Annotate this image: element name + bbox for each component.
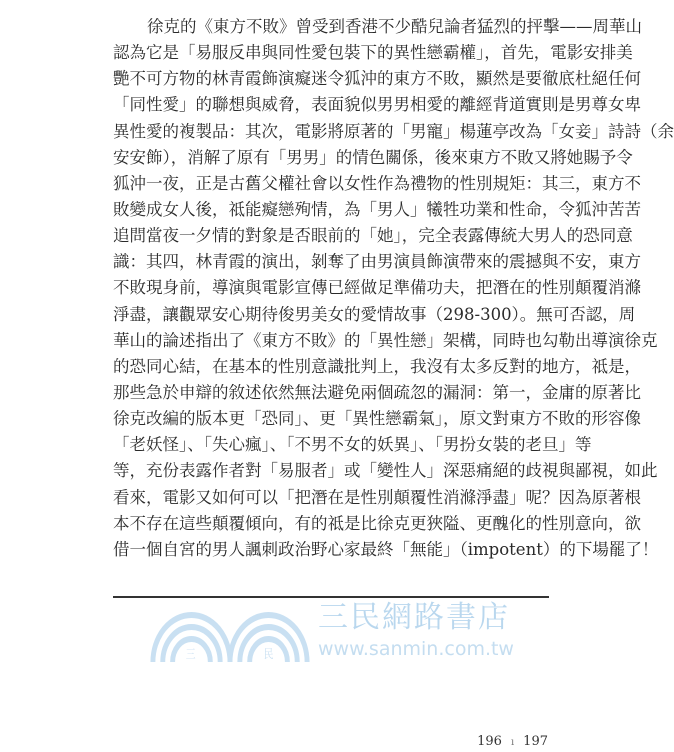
page-numbers bbox=[477, 734, 548, 751]
text-line: 艷不可方物的林青霞飾演癡迷令狐沖的東方不敗，顯然是要徹底杜絕任何 bbox=[113, 69, 641, 89]
text-line: 敗變成女人後，祗能癡戀殉情，為「男人」犧牲功業和性命，令狐沖苦苦 bbox=[113, 199, 641, 219]
text-line: 那些急於申辯的敘述依然無法避免兩個疏忽的漏洞：第一，金庸的原著比 bbox=[113, 382, 641, 402]
text-line: 「同性愛」的聯想與威脅，表面貌似男男相愛的離經背道實則是男尊女卑 bbox=[113, 95, 641, 115]
text-line: 看來，電影又如何可以「把潛在是性別顛覆性消滌淨盡」呢？因為原著根 bbox=[113, 487, 641, 507]
watermark-logo-icon bbox=[148, 606, 312, 662]
text-line: 追問當夜一夕情的對象是否眼前的「她」，完全表露傳統大男人的恐同意 bbox=[113, 226, 633, 246]
text-line: 華山的論述指出了《東方不敗》的「異性戀」架構，同時也勾勒出導演徐克 bbox=[113, 330, 658, 350]
text-line: 認為它是「易服反串與同性愛包裝下的異性戀霸權」，首先，電影安排美 bbox=[113, 43, 633, 63]
watermark-title: 三民網路書店 bbox=[318, 600, 510, 635]
divider-rule bbox=[113, 596, 549, 598]
page-number-left: 196 bbox=[477, 734, 502, 749]
text-line: 借一個自宮的男人諷刺政治野心家最終「無能」（impotent）的下場罷了！ bbox=[113, 539, 659, 559]
text-line: 淨盡，讓觀眾安心期待俊男美女的愛情故事（298-300）。無可否認，周 bbox=[113, 304, 636, 324]
watermark-arc-char: 民 bbox=[263, 647, 274, 662]
text-line: 徐克改編的版本更「恐同」、更「異性戀霸氣」，原文對東方不敗的形容像 bbox=[113, 409, 641, 429]
text-line: 不敗現身前，導演與電影宣傳已經做足準備功夫，把潛在的性別顛覆消滌 bbox=[113, 278, 641, 298]
text-line: 的恐同心結，在基本的性別意識批判上，我沒有太多反對的地方，祗是， bbox=[113, 356, 641, 376]
text-line: 識：其四，林青霞的演出，剝奪了由男演員飾演帶來的震撼與不安，東方 bbox=[113, 252, 641, 272]
page-number-right: 197 bbox=[523, 734, 548, 749]
text-line: 等，充份表露作者對「易服者」或「變性人」深惡痛絕的歧視與鄙視，如此 bbox=[113, 461, 658, 481]
text-line: 本不存在這些顛覆傾向，有的祗是比徐克更狹隘、更醜化的性別意向，欲 bbox=[113, 513, 641, 533]
text-line: 異性愛的複製品：其次，電影將原著的「男寵」楊蓮亭改為「女妾」詩詩（余 bbox=[113, 121, 674, 141]
text-line: 「老妖怪」、「失心瘋」、「不男不女的妖異」、「男扮女裝的老旦」等 bbox=[113, 435, 592, 455]
text-line: 徐克的《東方不敗》曾受到香港不少酷兒論者猛烈的抨擊——周華山 bbox=[147, 17, 642, 36]
watermark-url: www.sanmin.com.tw bbox=[318, 638, 514, 660]
text-line: 狐沖一夜，正是古舊父權社會以女性作為禮物的性別規矩：其三，東方不 bbox=[113, 173, 641, 193]
text-line: 安安飾），消解了原有「男男」的情色關係，後來東方不敗又將她賜予令 bbox=[113, 147, 633, 167]
body-text bbox=[113, 14, 674, 563]
watermark-arc-char: 三 bbox=[185, 647, 196, 662]
page-separator: ı bbox=[510, 737, 515, 748]
